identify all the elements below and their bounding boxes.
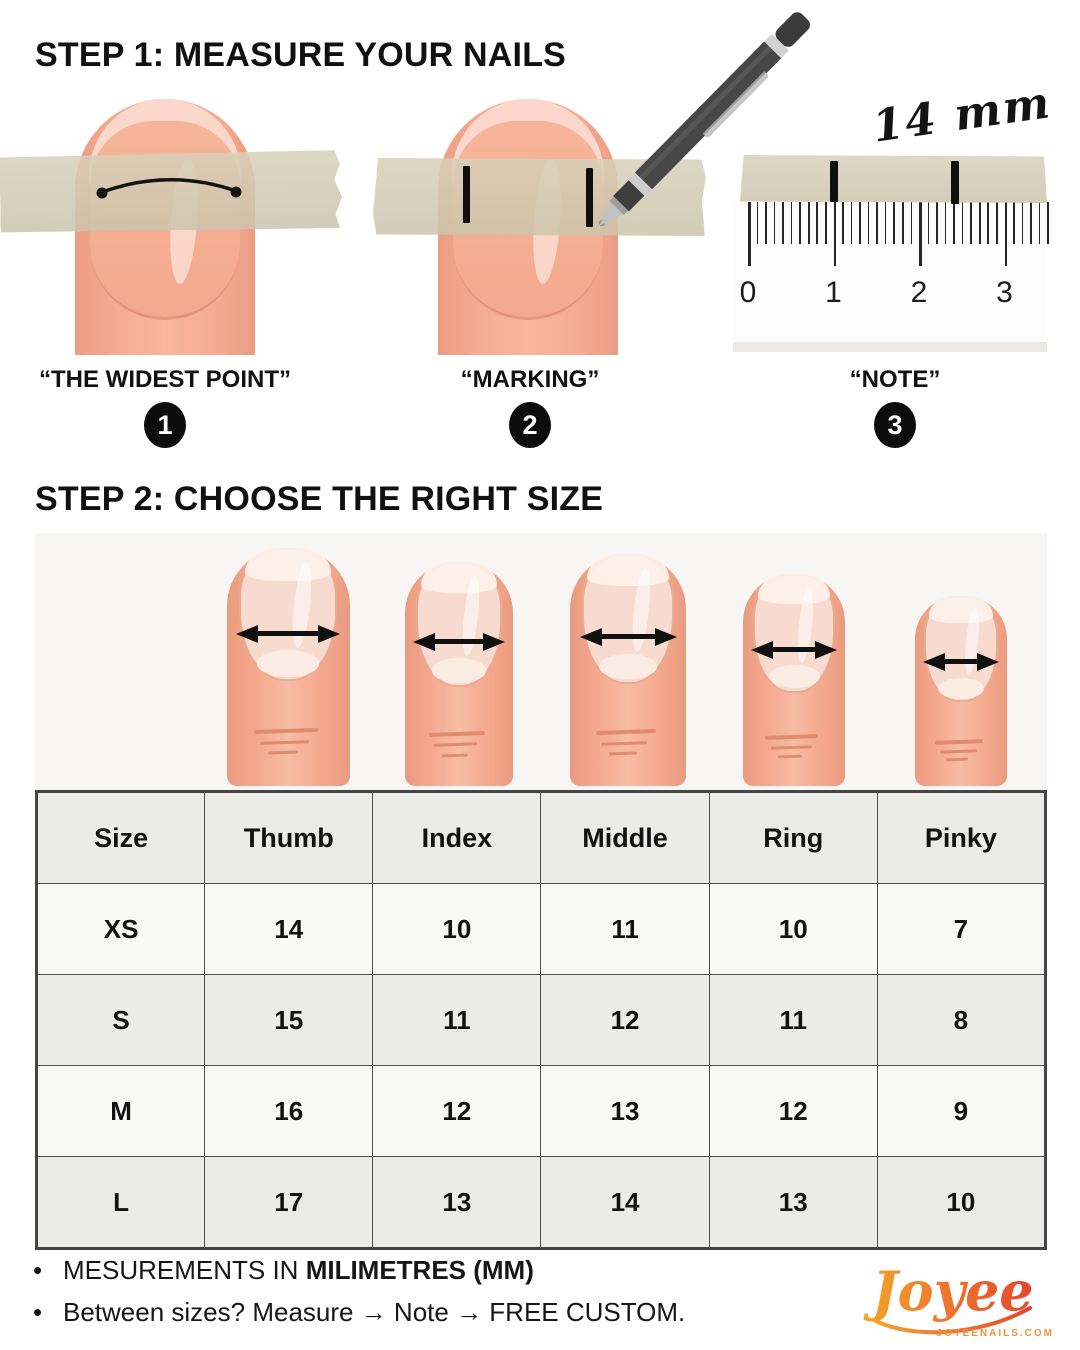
table-header-cell: Size — [37, 792, 205, 884]
ruler-tick-mm — [979, 202, 981, 244]
finger-nail-free-edge — [245, 548, 331, 581]
value-cell: 10 — [877, 1157, 1045, 1249]
value-cell: 11 — [709, 975, 877, 1066]
ruler-tick-mm — [893, 202, 895, 244]
tape-mark-right — [951, 161, 959, 204]
arrow-head-right — [977, 653, 999, 671]
tape-mark-left — [830, 161, 838, 202]
value-cell: 17 — [205, 1157, 373, 1249]
arrow-head-right — [815, 641, 837, 659]
finger-nail-free-edge — [758, 574, 829, 604]
knuckle-line — [442, 753, 468, 757]
table-row — [37, 1157, 1046, 1249]
arrow-head-left — [413, 633, 435, 651]
value-cell: 12 — [709, 1066, 877, 1157]
ruler-tick-mm — [851, 202, 853, 244]
table-row — [37, 884, 1046, 975]
ruler-tick-mm — [799, 202, 801, 244]
finger-size-panel — [35, 533, 1047, 790]
value-cell: 16 — [205, 1066, 373, 1157]
arrow-head-left — [751, 641, 773, 659]
value-cell: 8 — [877, 975, 1045, 1066]
ruler-ticks — [733, 202, 1047, 342]
width-arrow — [580, 626, 677, 647]
value-cell: 12 — [541, 975, 709, 1066]
bullet-icon: • — [33, 1255, 43, 1285]
ruler-tick-mm — [757, 202, 759, 244]
table-header-cell: Ring — [709, 792, 877, 884]
step-badge-1: 1 — [144, 402, 186, 448]
size-cell: S — [37, 975, 205, 1066]
note-between-sizes-text: Between sizes? Measure → Note → FREE CUSTOM. — [63, 1297, 686, 1327]
caption-marking: “MARKING” — [460, 366, 600, 393]
step-badge-2: 2 — [509, 402, 551, 448]
ruler-tick-mm — [996, 202, 998, 244]
table-header-cell: Pinky — [877, 792, 1045, 884]
nail-lunula — [432, 658, 486, 683]
arrow-shaft — [247, 631, 329, 636]
finger-thumb — [227, 548, 350, 786]
caption-widest-point: “THE WIDEST POINT” — [39, 366, 291, 393]
width-arrow — [236, 623, 340, 644]
note-measurements — [33, 1249, 685, 1291]
value-cell: 15 — [205, 975, 373, 1066]
ruler-number-2: 2 — [910, 276, 928, 309]
ruler-tick-mm — [1030, 202, 1032, 244]
value-cell: 14 — [541, 1157, 709, 1249]
ruler-tick-mm — [902, 202, 904, 244]
ruler-number-1: 1 — [825, 276, 842, 309]
ruler-tick-mm — [765, 202, 767, 244]
table-header-row — [37, 792, 1046, 884]
nail-lunula — [769, 665, 820, 688]
value-cell: 10 — [373, 884, 541, 975]
ruler-tick-mm — [1013, 202, 1015, 244]
ruler-tick-mm — [1022, 202, 1024, 244]
value-cell: 11 — [373, 975, 541, 1066]
ruler-tick-mm — [1039, 202, 1041, 244]
table-header-cell: Thumb — [205, 792, 373, 884]
finger-middle — [570, 554, 686, 786]
value-cell: 12 — [373, 1066, 541, 1157]
ruler-number-3: 3 — [996, 276, 1013, 309]
ruler-tick-mm — [885, 202, 887, 244]
value-cell: 13 — [541, 1066, 709, 1157]
logo-site-text: JOYEENAILS.COM — [936, 1328, 1054, 1339]
ruler-tick-mm — [928, 202, 930, 244]
ruler-number-0: 0 — [739, 276, 757, 309]
nail-lunula — [938, 678, 984, 699]
logo-wordmark: Joyee — [872, 1259, 1034, 1323]
ruler-tick-mm — [842, 202, 844, 244]
finger-nail-free-edge — [587, 554, 668, 586]
bullet-icon: • — [33, 1297, 43, 1327]
ruler-tick-mm — [791, 202, 793, 244]
width-arrow — [923, 651, 999, 672]
ruler-tick-cm — [748, 202, 751, 266]
ruler-tick-mm — [970, 202, 972, 244]
finger-nail-free-edge — [421, 562, 497, 593]
arrow-head-right — [483, 633, 505, 651]
ruler-tick-mm — [987, 202, 989, 244]
finger-nail-free-edge — [929, 596, 993, 623]
value-cell: 11 — [541, 884, 709, 975]
size-cell: M — [37, 1066, 205, 1157]
width-arrow — [751, 639, 837, 660]
handwritten-measurement: 14 mm — [869, 77, 1055, 153]
ruler-tick-cm — [834, 202, 837, 266]
ruler-tick-mm — [868, 202, 870, 244]
ruler-tick-mm — [825, 202, 827, 244]
finger-ring — [743, 574, 845, 786]
value-cell: 14 — [205, 884, 373, 975]
ruler-base-shadow — [733, 342, 1047, 352]
value-cell: 13 — [709, 1157, 877, 1249]
table-row — [37, 1066, 1046, 1157]
arrow-head-right — [655, 628, 677, 646]
size-table-head — [37, 792, 1046, 884]
note-between-sizes — [33, 1291, 685, 1333]
ruler-tick-mm — [859, 202, 861, 244]
ruler-tick-cm — [919, 202, 922, 266]
arrow-head-left — [580, 628, 602, 646]
table-header-cell: Index — [373, 792, 541, 884]
nail-lunula — [599, 654, 657, 680]
note-measurements-bold: MILIMETRES (MM) — [305, 1255, 534, 1285]
ruler-tick-mm — [962, 202, 964, 244]
ruler-tick-mm — [816, 202, 818, 244]
table-row — [37, 975, 1046, 1066]
size-table-body — [37, 884, 1046, 1249]
caption-note: “NOTE” — [849, 366, 941, 393]
nail-lunula — [257, 650, 319, 676]
arrow-head-right — [318, 625, 340, 643]
ruler-tick-mm — [953, 202, 955, 244]
ruler-tick-cm — [1005, 202, 1008, 266]
finger-index — [405, 562, 513, 786]
value-cell: 10 — [709, 884, 877, 975]
ruler-tick-mm — [945, 202, 947, 244]
measuring-tape-strip-3 — [740, 155, 1047, 203]
ruler-tick-mm — [876, 202, 878, 244]
footer-notes — [33, 1249, 685, 1333]
ruler-tick-mm — [1047, 202, 1049, 244]
ruler-tick-mm — [911, 202, 913, 244]
step1-title: STEP 1: MEASURE YOUR NAILS — [35, 36, 567, 74]
value-cell: 9 — [877, 1066, 1045, 1157]
ruler-tick-mm — [782, 202, 784, 244]
table-header-cell: Middle — [541, 792, 709, 884]
arrow-head-left — [236, 625, 258, 643]
ruler — [733, 202, 1047, 342]
note-measurements-prefix: MESUREMENTS IN — [63, 1255, 306, 1285]
brand-logo — [858, 1254, 1058, 1348]
width-arc-marker — [78, 162, 262, 226]
ruler-tick-mm — [936, 202, 938, 244]
ruler-tick-mm — [774, 202, 776, 244]
size-cell: L — [37, 1157, 205, 1249]
value-cell: 7 — [877, 884, 1045, 975]
ruler-tick-mm — [808, 202, 810, 244]
finger-pinky — [915, 596, 1007, 786]
width-arrow — [413, 631, 505, 652]
size-table — [35, 790, 1047, 1250]
arrow-head-left — [923, 653, 945, 671]
size-cell: XS — [37, 884, 205, 975]
step-badge-3: 3 — [874, 402, 916, 448]
step2-title: STEP 2: CHOOSE THE RIGHT SIZE — [35, 480, 604, 518]
value-cell: 13 — [373, 1157, 541, 1249]
